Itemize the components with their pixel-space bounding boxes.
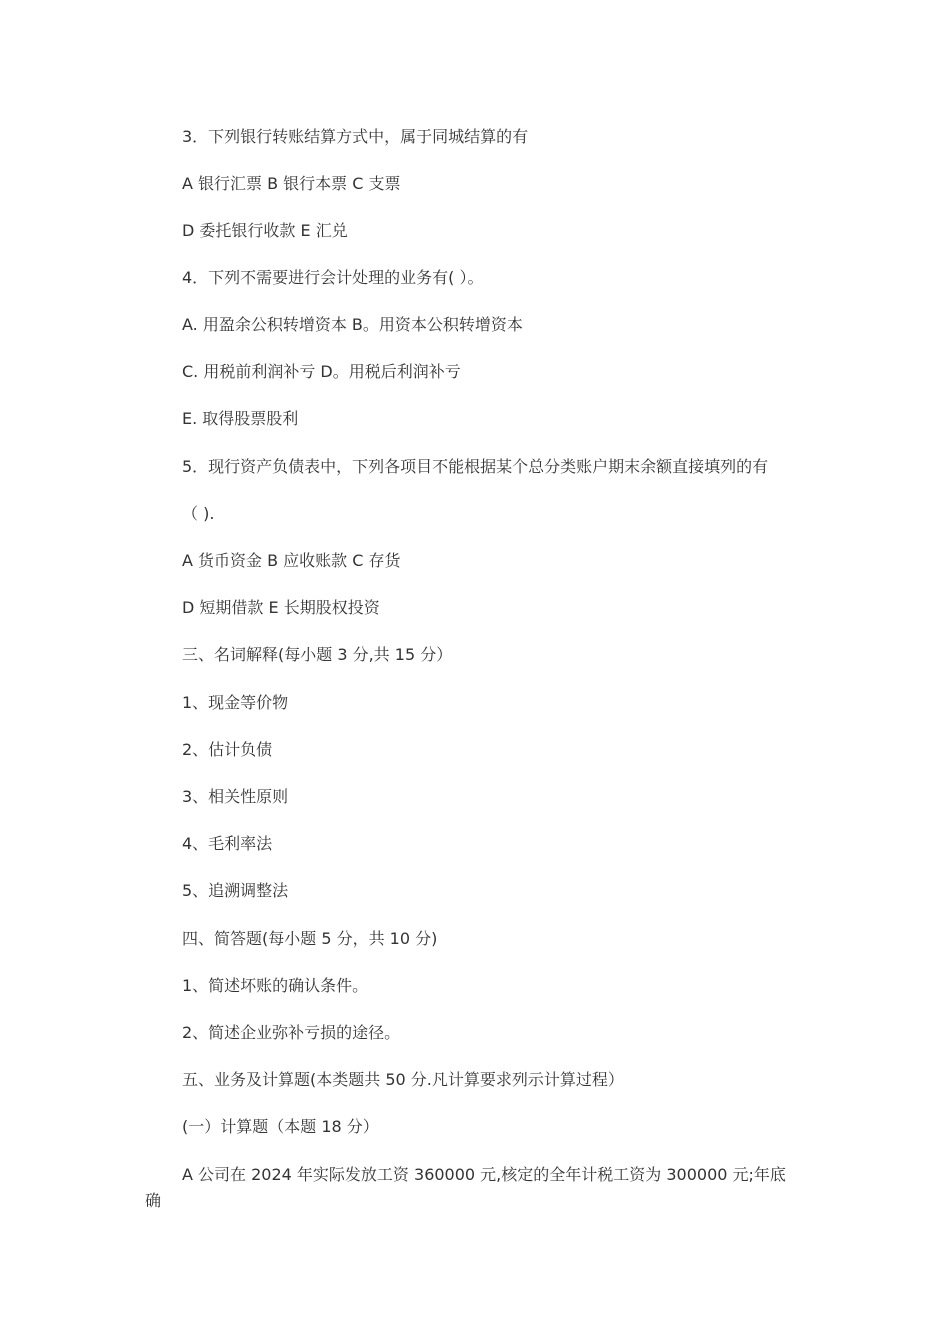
section-5-heading: 五、业务及计算题(本类题共 50 分.凡计算要求列示计算过程） (182, 1070, 624, 1089)
question-5-options-a-c: A 货币资金 B 应收账款 C 存货 (182, 551, 401, 570)
term-4: 4、毛利率法 (182, 834, 273, 853)
term-1: 1、现金等价物 (182, 693, 289, 712)
question-4-options-a-b: A. 用盈余公积转增资本 B。用资本公积转增资本 (182, 315, 523, 334)
question-5-options-d-e: D 短期借款 E 长期股权投资 (182, 598, 380, 617)
question-3-options-a-c: A 银行汇票 B 银行本票 C 支票 (182, 174, 401, 193)
short-answer-1: 1、简述坏账的确认条件。 (182, 976, 369, 995)
term-2: 2、估计负债 (182, 740, 273, 759)
term-3: 3、相关性原则 (182, 787, 289, 806)
question-3-options-d-e: D 委托银行收款 E 汇兑 (182, 221, 348, 240)
question-4-option-e: E. 取得股票股利 (182, 409, 299, 428)
section-4-heading: 四、简答题(每小题 5 分，共 10 分) (182, 929, 438, 948)
calculation-problem-text-continued: 确 (145, 1191, 162, 1210)
question-5-stem-continued: （ ). (182, 504, 215, 523)
question-3-stem: 3．下列银行转账结算方式中，属于同城结算的有 (182, 127, 529, 146)
section-3-heading: 三、名词解释(每小题 3 分,共 15 分） (182, 645, 453, 664)
question-4-options-c-d: C. 用税前利润补亏 D。用税后利润补亏 (182, 362, 461, 381)
question-5-stem: 5．现行资产负债表中，下列各项目不能根据某个总分类账户期末余额直接填列的有 (182, 457, 769, 476)
term-5: 5、追溯调整法 (182, 881, 289, 900)
question-4-stem: 4．下列不需要进行会计处理的业务有( ）。 (182, 268, 484, 287)
calculation-subheading: (一）计算题（本题 18 分） (182, 1117, 379, 1136)
short-answer-2: 2、简述企业弥补亏损的途径。 (182, 1023, 401, 1042)
calculation-problem-text: A 公司在 2024 年实际发放工资 360000 元,核定的全年计税工资为 300000 元;年底 (182, 1165, 786, 1184)
